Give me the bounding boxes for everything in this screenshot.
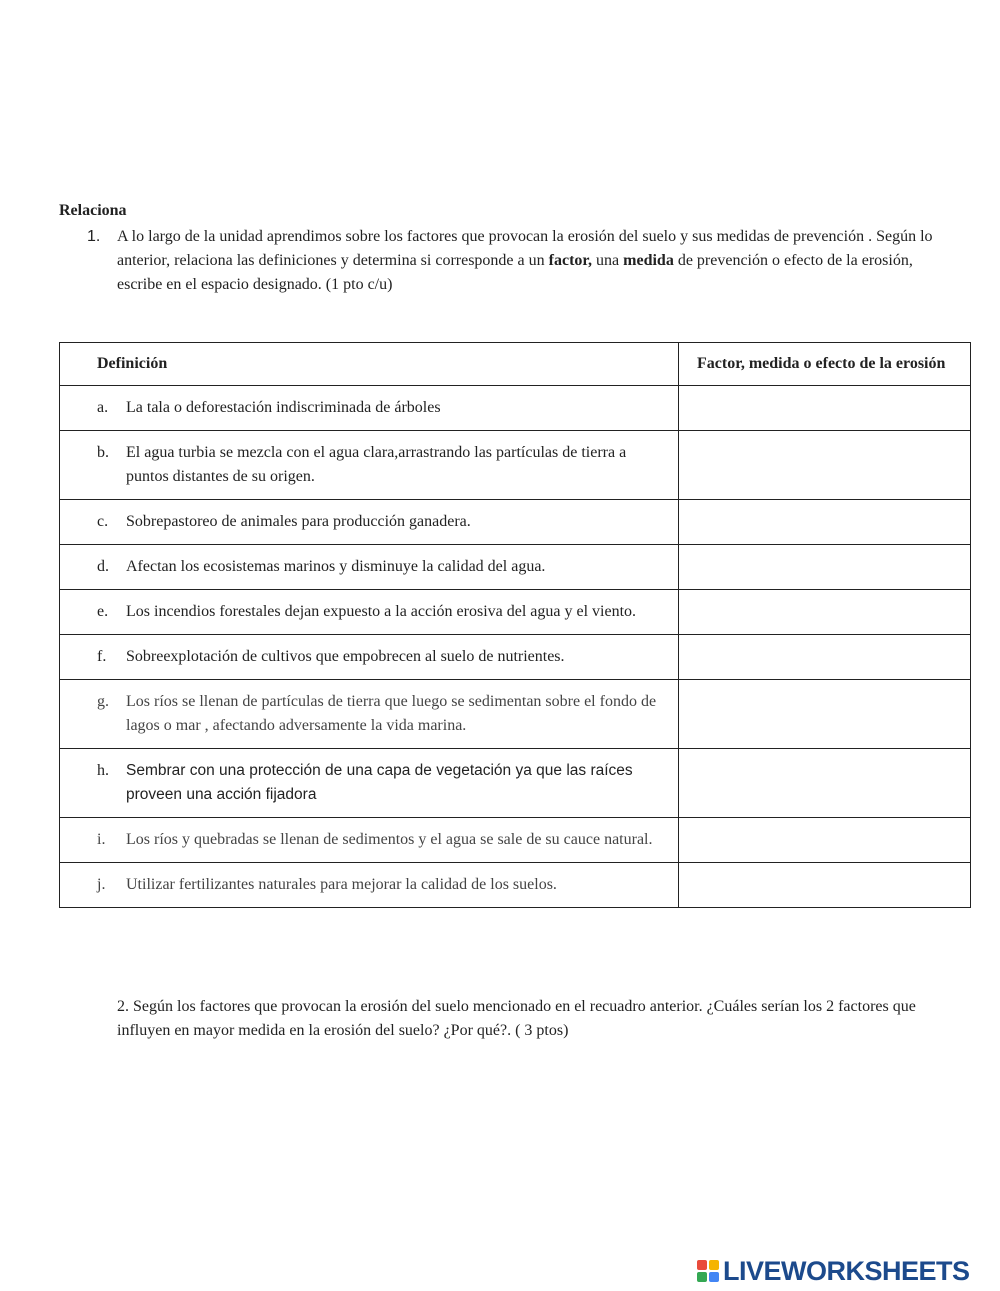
row-letter: b. [97, 444, 109, 461]
answer-input-j[interactable] [679, 863, 971, 908]
table-row [60, 863, 971, 908]
definition-cell-j [60, 863, 679, 908]
logo-block [709, 1260, 719, 1270]
definition-text: Afectan los ecosistemas marinos y disminuye la calidad del agua. [126, 558, 546, 575]
table-row [60, 749, 971, 818]
liveworksheets-logo [697, 1254, 970, 1288]
answer-input-d[interactable] [679, 545, 971, 590]
definition-text: Sembrar con una protección de una capa de vegetación ya que las raíces proveen una acción fijadora [126, 762, 633, 803]
question-1-text: A lo largo de la unidad aprendimos sobre los factores que provocan la erosión del suelo y sus medidas de prevención . Según lo anterior, relaciona las definiciones y determina si corresponde a un factor, una medida de prevención o efecto de la erosión, escribe en el espacio designado. (1 pto c/u) [117, 228, 933, 293]
logo-block [697, 1260, 707, 1270]
table-row [60, 431, 971, 500]
row-letter: a. [97, 399, 109, 416]
table-row [60, 818, 971, 863]
table-row [60, 680, 971, 749]
table-row [60, 635, 971, 680]
definition-text: Utilizar fertilizantes naturales para mejorar la calidad de los suelos. [126, 876, 557, 893]
row-letter: h. [97, 762, 109, 779]
answer-input-c[interactable] [679, 500, 971, 545]
definition-text: Los ríos se llenan de partículas de tierra que luego se sedimentan sobre el fondo de lagos o mar , afectando adversamente la vida marina. [126, 693, 657, 734]
answer-input-b[interactable] [679, 431, 971, 500]
row-letter: i. [97, 831, 106, 848]
header-answer: Factor, medida o efecto de la erosión [679, 343, 971, 386]
row-letter: e. [97, 603, 109, 620]
answer-input-a[interactable] [679, 386, 971, 431]
answer-input-h[interactable] [679, 749, 971, 818]
definitions-table [59, 342, 971, 908]
section-heading: Relaciona [59, 202, 127, 219]
definition-cell-c [60, 500, 679, 545]
row-letter: f. [97, 648, 107, 665]
table-row [60, 545, 971, 590]
table-row [60, 500, 971, 545]
definition-cell-g [60, 680, 679, 749]
definition-text: Los ríos y quebradas se llenan de sedimentos y el agua se sale de su cauce natural. [126, 831, 653, 848]
definition-cell-i [60, 818, 679, 863]
definition-text: El agua turbia se mezcla con el agua clara,arrastrando las partículas de tierra a puntos distantes de su origen. [126, 444, 627, 485]
row-letter: j. [97, 876, 106, 893]
definition-cell-b [60, 431, 679, 500]
definition-text: Sobrepastoreo de animales para producción ganadera. [126, 513, 471, 530]
logo-block [697, 1272, 707, 1282]
question-2-text: 2. Según los factores que provocan la erosión del suelo mencionado en el recuadro anterior. ¿Cuáles serían los 2 factores que influyen en mayor medida en la erosión del suelo? ¿Por qué?. ( 3 ptos) [117, 998, 916, 1039]
logo-text: LIVEWORKSHEETS [723, 1255, 970, 1286]
row-letter: c. [97, 513, 109, 530]
row-letter: d. [97, 558, 109, 575]
definition-cell-a [60, 386, 679, 431]
definition-cell-f [60, 635, 679, 680]
header-definition: Definición [60, 343, 679, 386]
definition-text: Los incendios forestales dejan expuesto a la acción erosiva del agua y el viento. [126, 603, 637, 620]
logo-block [709, 1272, 719, 1282]
table-row [60, 386, 971, 431]
row-letter: g. [97, 693, 109, 710]
answer-input-f[interactable] [679, 635, 971, 680]
definition-cell-d [60, 545, 679, 590]
answer-input-g[interactable] [679, 680, 971, 749]
definition-cell-h [60, 749, 679, 818]
table-header-row [60, 343, 971, 386]
answer-input-i[interactable] [679, 818, 971, 863]
definition-text: La tala o deforestación indiscriminada de árboles [126, 399, 441, 416]
logo-blocks-icon [697, 1260, 719, 1282]
answer-input-e[interactable] [679, 590, 971, 635]
question-1-number: 1. [87, 228, 101, 245]
definition-cell-e [60, 590, 679, 635]
definition-text: Sobreexplotación de cultivos que empobrecen al suelo de nutrientes. [126, 648, 565, 665]
table-row [60, 590, 971, 635]
